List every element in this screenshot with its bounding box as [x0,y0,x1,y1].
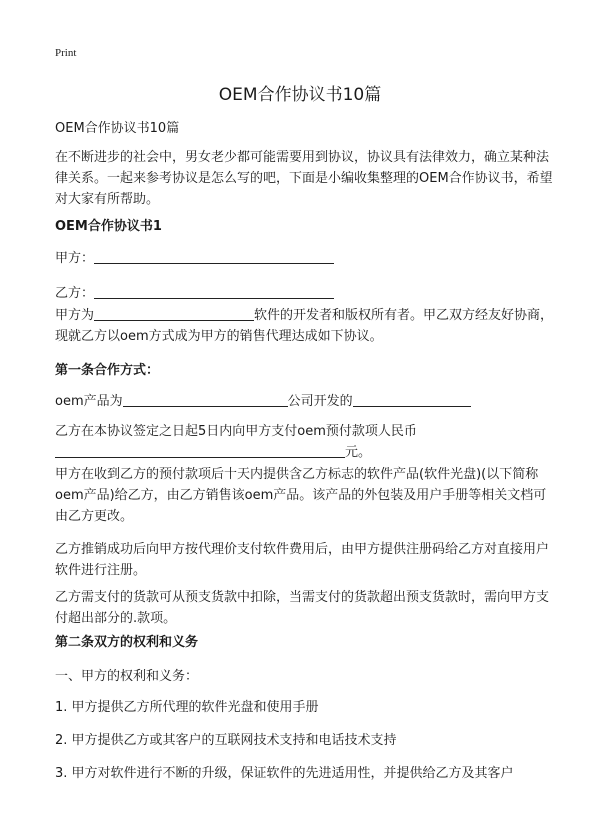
registration-paragraph: 乙方推销成功后向甲方按代理价支付软件费用后，由甲方提供注册码给乙方对直接用户软件进行注册。 [55,542,550,578]
shipment-paragraph: 甲方在收到乙方的预付款项后十天内提供含乙方标志的软件产品(软件光盘)(以下简称oem产品)给乙方，由乙方销售该oem产品。该产品的外包装及用户手册等相关文档可由乙方更改。 [55,467,547,524]
article-1-heading: 第一条合作方式： [55,363,160,378]
print-label: Print [55,47,77,59]
party-a-label: 甲方： [55,251,95,266]
page-title: OEM合作协议书10篇 [218,85,382,105]
party-b-label: 乙方： [55,286,95,301]
developer-prefix: 甲方为 [55,308,95,323]
party-b-line [55,283,334,304]
oem-middle: 公司开发的 [287,394,353,409]
article-2-heading: 第二条双方的权利和义务 [55,635,199,650]
document-subtitle: OEM合作协议书10篇 [55,121,180,136]
party-a-blank [94,249,334,264]
intro-paragraph: 在不断进步的社会中，男女老少都可能需要用到协议，协议具有法律效力，确立某种法律关系。一起来参考协议是怎么写的吧，下面是小编收集整理的OEM合作协议书，希望对大家有所帮助。 [55,150,553,207]
party-a-line [55,248,334,269]
payment-amount-blank [55,443,345,458]
oem-prefix: oem产品为 [55,394,123,409]
list-item: 3. 甲方对软件进行不断的升级，保证软件的先进适用性，并提供给乙方及其客户 [55,766,514,781]
deduction-paragraph: 乙方需支付的货款可从预支货款中扣除，当需支付的货款超出预支货款时，需向甲方支付超出部分的.款项。 [55,590,550,626]
payment-text: 乙方在本协议签定之日起5日内向甲方支付oem预付款项人民币 [55,424,417,439]
section-heading: OEM合作协议书1 [55,219,162,234]
party-b-blank [94,284,334,299]
party-a-rights-heading: 一、甲方的权利和义务： [55,669,199,684]
oem-product-blank [123,392,288,407]
software-name-blank [94,306,254,321]
developer-suffix: 软件的开发者和版权所有者。甲乙双方经友好协商，现就乙方以oem方式成为甲方的销售代理达成如下协议。 [55,308,554,344]
oem-product-line [55,391,471,412]
payment-suffix: 元。 [345,445,372,460]
payment-paragraph [55,421,555,463]
developer-paragraph [55,305,555,347]
company-blank [353,392,471,407]
list-item: 2. 甲方提供乙方或其客户的互联网技术支持和电话技术支持 [55,733,397,748]
list-item: 1. 甲方提供乙方所代理的软件光盘和使用手册 [55,700,319,715]
